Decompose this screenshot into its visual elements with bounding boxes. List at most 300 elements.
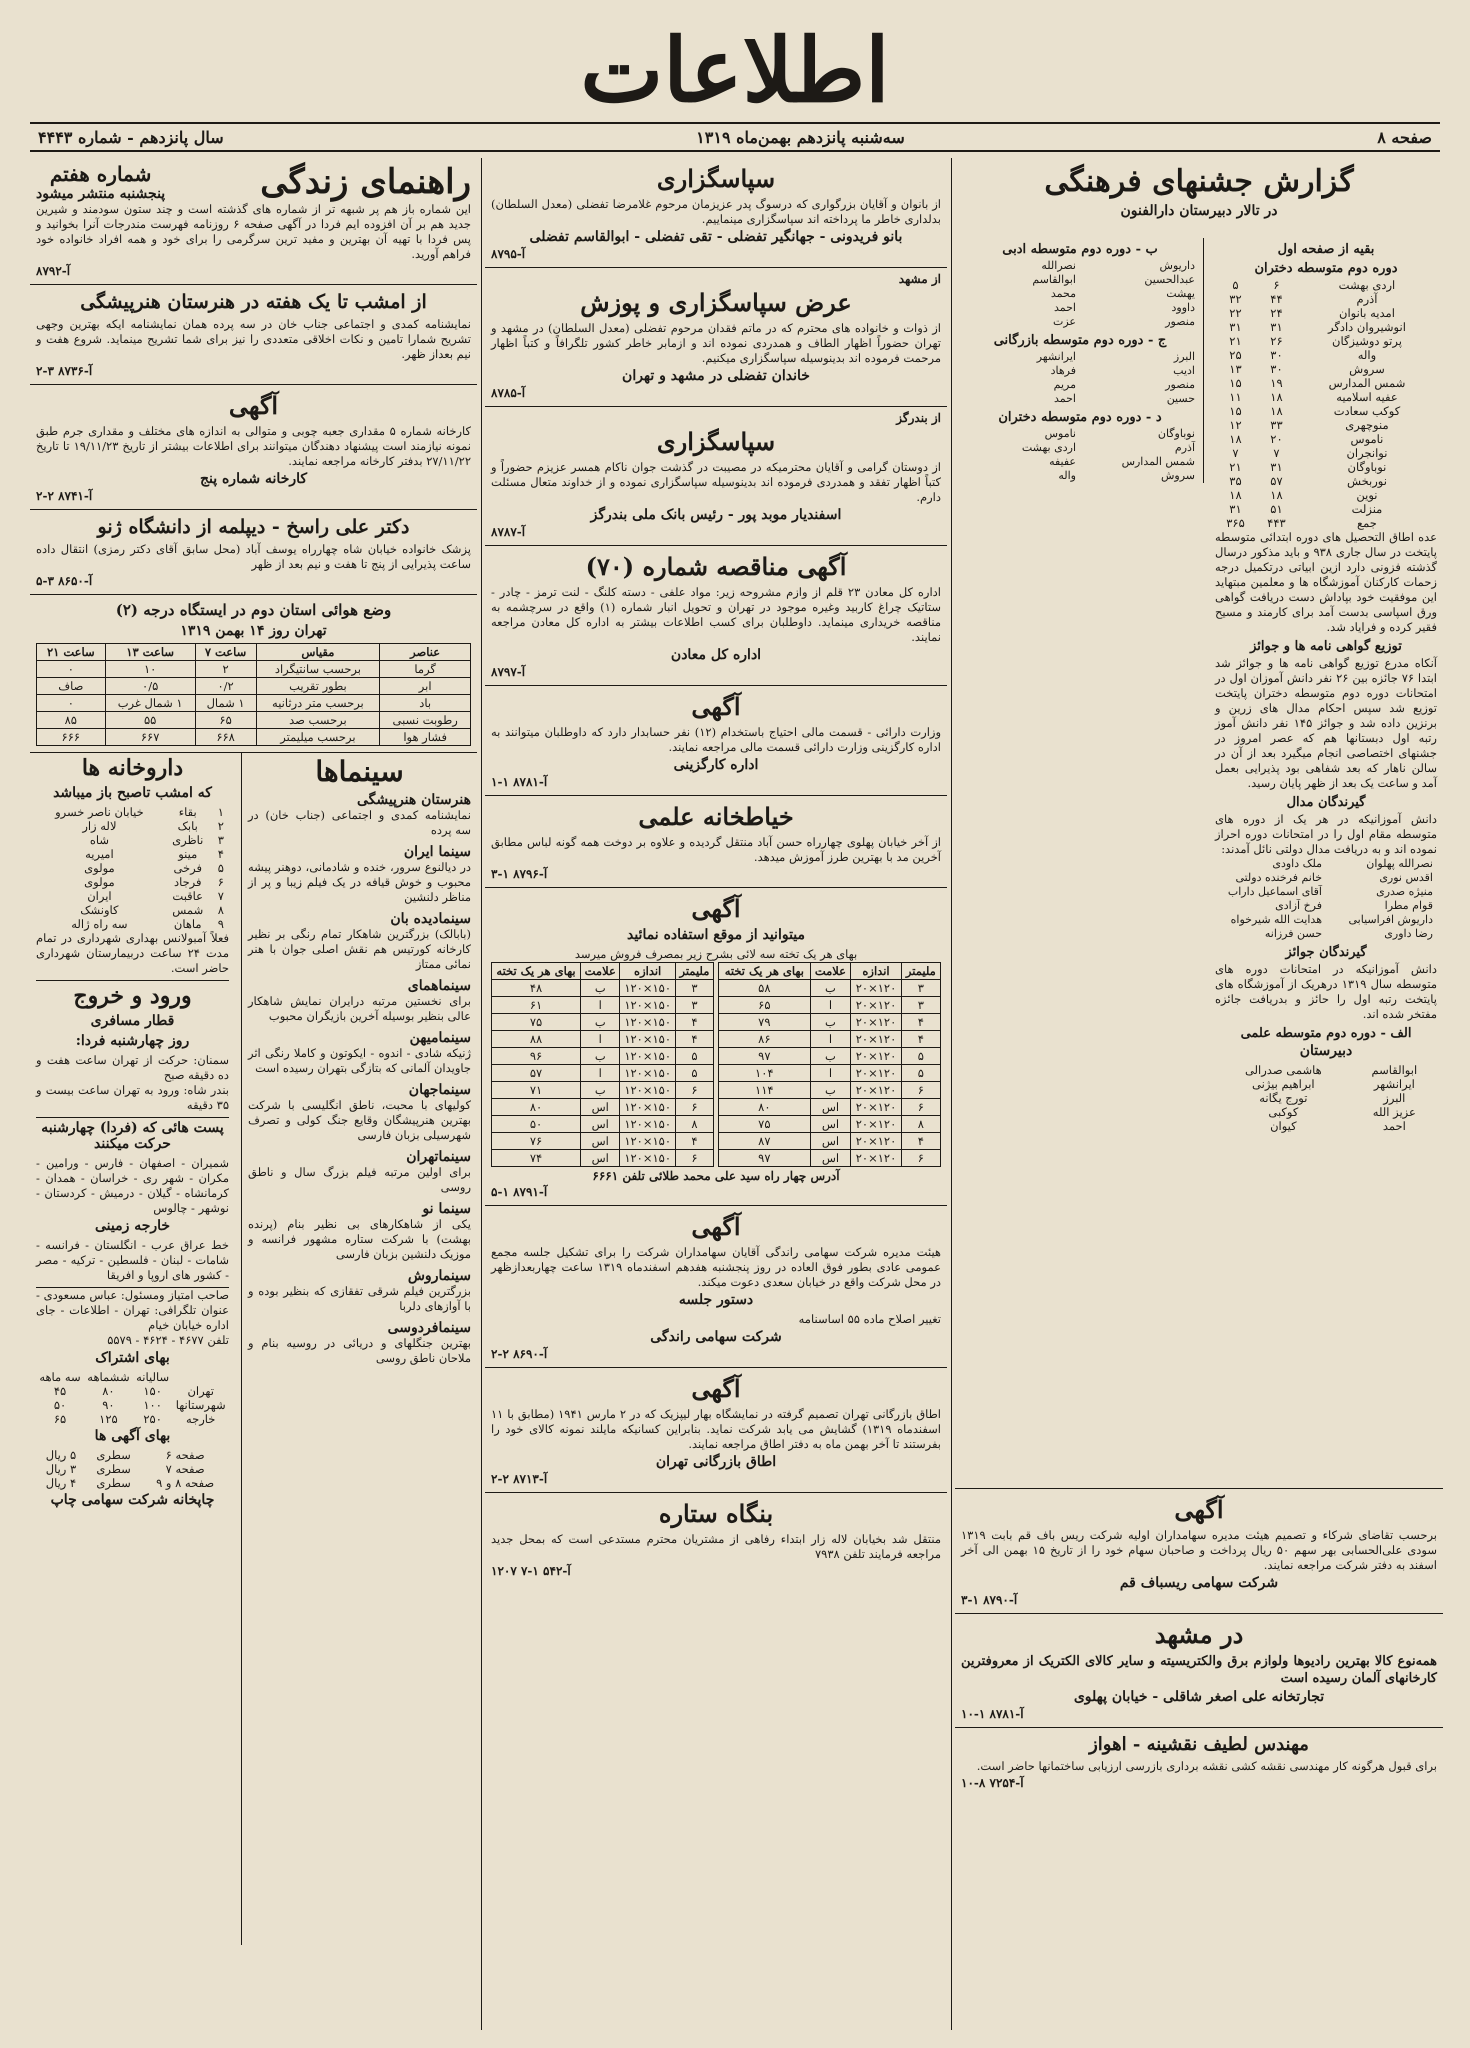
report-names-col bbox=[961, 238, 1204, 483]
thanks-location: از مشهد bbox=[898, 272, 941, 286]
table-cell: ۷ bbox=[1273, 446, 1280, 460]
table-cell: ۱۳ bbox=[1229, 362, 1242, 376]
table-cell: ۱۵۰×۱۲۰ bbox=[620, 980, 675, 997]
table-cell: مولوی bbox=[84, 875, 115, 889]
list-item: واله bbox=[1058, 469, 1076, 482]
cinema-name: سینماهمای bbox=[407, 978, 471, 994]
table-cell: ۷ bbox=[1232, 446, 1239, 460]
table-cell: ۱۲۰×۲۰ bbox=[851, 1150, 902, 1167]
table-cell: ۱۱ bbox=[1229, 390, 1242, 404]
table-cell: ۳۱ bbox=[1229, 320, 1242, 334]
cinema-item bbox=[248, 792, 471, 838]
table-cell: ا bbox=[810, 1065, 851, 1082]
schools-table bbox=[1215, 278, 1437, 530]
table-cell: ۱۵ bbox=[1229, 376, 1242, 390]
engineer-ad bbox=[955, 1728, 1443, 1796]
setareh-text: منتقل شد بخیابان لاله زار ابتداء رفاهی از مشتریان محترم مستدعی است که بمحل جدید مراجعه فرمایند تلفن ۷۹۳۸ bbox=[491, 1532, 941, 1561]
table-cell: ۵ bbox=[675, 1048, 713, 1065]
science-heading: الف - دوره دوم متوسطه علمی bbox=[1240, 1026, 1412, 1041]
table-cell: ب bbox=[810, 1014, 851, 1031]
table-row bbox=[492, 1099, 714, 1116]
table-cell: ۵ bbox=[1232, 278, 1239, 292]
theatre-ad bbox=[30, 285, 477, 385]
table-cell: تورج یگانه bbox=[1259, 1091, 1308, 1105]
cinema-name: سینماتهران bbox=[406, 1149, 471, 1165]
table-cell: ۱۲۰×۲۰ bbox=[851, 980, 902, 997]
ad-signature: اطاق بازرگانی تهران bbox=[655, 1454, 777, 1470]
table-cell: ۶۶۶ bbox=[37, 729, 106, 746]
table-row bbox=[36, 1412, 229, 1426]
table-cell: ۸ bbox=[901, 1116, 940, 1133]
guide-issue: شماره هفتم bbox=[49, 162, 152, 186]
winner-name: داریوش افراسیابی bbox=[1348, 913, 1433, 926]
table-cell: برحسب سانتیگراد bbox=[256, 661, 380, 678]
table-row bbox=[37, 729, 471, 746]
table-cell: ۳۶۵ bbox=[1226, 516, 1245, 530]
table-cell: ۱۲۵ bbox=[99, 1412, 118, 1426]
table-cell: صفحه ۶ bbox=[165, 1448, 205, 1462]
table-row bbox=[1215, 1091, 1437, 1105]
cinemas-heading: سینماها bbox=[315, 755, 404, 788]
table-cell: احمد bbox=[1382, 1119, 1406, 1133]
table-cell: ۵ bbox=[901, 1065, 940, 1082]
table-row bbox=[1215, 1105, 1437, 1119]
pharmacy-heading: داروخانه ها bbox=[81, 755, 184, 781]
winner-name: هدایت الله شیرخواه bbox=[1230, 913, 1322, 926]
randegi-ad bbox=[485, 1206, 947, 1368]
table-cell: ۱۵۰×۱۲۰ bbox=[620, 1048, 675, 1065]
table-row bbox=[1215, 474, 1437, 488]
table-cell: ب bbox=[810, 1082, 851, 1099]
table-cell: ۴ bbox=[901, 1031, 940, 1048]
table-cell: ۱۸ bbox=[1270, 404, 1283, 418]
table-cell: برحسب میلیمتر bbox=[256, 729, 380, 746]
cinema-description: در دیالنوع سرور، خنده و شادمانی، دوهنر پیشه محبوب و خوش قیافه در یک فیلم زیبا و پر از مناظر دلنشین bbox=[248, 860, 471, 904]
table-cell: برحسب صد bbox=[256, 712, 380, 729]
cinema-name: سینما ایران bbox=[403, 844, 471, 860]
table-cell: ۲۴ bbox=[1270, 306, 1283, 320]
travel-lines bbox=[36, 1053, 229, 1113]
cinema-name: سینمادیده بان bbox=[390, 911, 471, 927]
table-row bbox=[37, 695, 471, 712]
table-cell: ۷۵ bbox=[492, 1014, 581, 1031]
tailor-ad bbox=[485, 796, 947, 888]
table-cell: اس bbox=[581, 1116, 620, 1133]
table-cell: ۱۲ bbox=[1229, 418, 1242, 432]
table-cell: ۵ bbox=[675, 1065, 713, 1082]
cinema-item bbox=[248, 1149, 471, 1195]
table-cell: ۱۲۰×۲۰ bbox=[851, 1065, 902, 1082]
table-cell: مولوی bbox=[84, 861, 115, 875]
thanks-location: از بندرگز bbox=[896, 411, 941, 425]
table-cell: بطور تقریب bbox=[256, 678, 380, 695]
winner-name: اقدس نوری bbox=[1379, 871, 1433, 884]
table-row bbox=[1215, 516, 1437, 530]
table-row bbox=[492, 1065, 714, 1082]
table-cell: ۷ bbox=[217, 889, 224, 903]
table-row bbox=[492, 1048, 714, 1065]
table-cell: امدیه بانوان bbox=[1339, 306, 1395, 320]
table-cell: بابک bbox=[177, 819, 198, 833]
table-row bbox=[36, 847, 229, 861]
prizes-heading: گیرندگان جوائز bbox=[1285, 945, 1367, 960]
table-row bbox=[719, 1133, 941, 1150]
table-cell: ۱۰۰ bbox=[143, 1398, 162, 1412]
cinema-name: سینمافردوسی bbox=[387, 1320, 471, 1336]
table-cell: اس bbox=[810, 1099, 851, 1116]
table-cell: نوین bbox=[1356, 488, 1378, 502]
table-cell: ۶ bbox=[1273, 278, 1280, 292]
table-cell: ۱۹ bbox=[1270, 376, 1283, 390]
cinema-list bbox=[248, 792, 471, 1366]
table-cell: ۴۸ bbox=[492, 980, 581, 997]
table-cell: شمس المدارس bbox=[1328, 376, 1406, 390]
subscription-heading: بهای اشتراک bbox=[95, 1350, 170, 1366]
continued-label: بقیه از صفحه اول bbox=[1277, 242, 1375, 257]
table-cell: پرتو دوشیزگان bbox=[1332, 334, 1402, 348]
table-row bbox=[1215, 334, 1437, 348]
table-cell: ماهان bbox=[173, 917, 202, 931]
doctor-text: پزشک خانواده خیابان شاه چهارراه یوسف آباد (محل سابق آقای دکتر رمزی) انتقال داده ساعت پذیرایی از پنج تا هفت و نیم بعد از ظهر bbox=[36, 542, 471, 571]
printer-name: چاپخانه شرکت سهامی چاپ bbox=[50, 1492, 215, 1508]
table-cell: صاف bbox=[37, 678, 106, 695]
thanks-notice-2 bbox=[485, 268, 947, 407]
table-cell: باد bbox=[380, 695, 471, 712]
ad-signature: کارخانه شماره پنج bbox=[199, 471, 308, 487]
right-column bbox=[955, 158, 1443, 2030]
ad-price-table bbox=[36, 1448, 229, 1490]
table-cell: ۵۷ bbox=[1270, 474, 1283, 488]
medals-text: دانش آموزانیکه در هر یک از دوره های متوسطه مقام اول را در امتحانات دوره احراز نموده اند و به دریافت مدال دولتی نائل آمدند: bbox=[1215, 812, 1437, 856]
table-cell: فرجاد bbox=[173, 875, 202, 889]
plywood-ad bbox=[485, 888, 947, 1206]
table-cell: ا bbox=[581, 997, 620, 1014]
table-row bbox=[36, 903, 229, 917]
table-cell: ۱۰ bbox=[105, 661, 195, 678]
table-cell: ۶ bbox=[901, 1099, 940, 1116]
weather-heading: وضع هوائی استان دوم در ایستگاه درجه (۲) bbox=[115, 601, 392, 619]
table-row bbox=[1215, 460, 1437, 474]
theatre-text: نمایشنامه کمدی و اجتماعی جناب خان در سه پرده همان نمایشنامه ایکه بهترین وجهی تشریح شمارا تامین و نکات اخلاقی متعددی را نیز برای شما تشریح مینماید. شروع هفت و نیم بعداز ظهر. bbox=[36, 317, 471, 361]
thanks-signature: بانو فریدونی - جهانگیر تفضلی - تقی تفضلی - ابوالقاسم تفضلی bbox=[529, 229, 903, 245]
table-cell: ۱۵۰×۱۲۰ bbox=[620, 1099, 675, 1116]
table-row bbox=[37, 678, 471, 695]
table-row bbox=[1215, 292, 1437, 306]
table-cell: ۵۰ bbox=[53, 1398, 67, 1412]
table-cell: ۱۲۰×۲۰ bbox=[851, 1082, 902, 1099]
list-item: منصور bbox=[1165, 315, 1195, 328]
table-cell: ۴۴۳ bbox=[1267, 516, 1286, 530]
list-item: ابوالقاسم bbox=[1032, 273, 1076, 286]
cinema-item bbox=[248, 1030, 471, 1076]
table-cell: ۲۵۰ bbox=[143, 1412, 162, 1426]
listings bbox=[30, 753, 477, 1945]
life-guide-ad bbox=[30, 158, 477, 285]
schools-table-title: دوره دوم متوسطه دختران bbox=[1254, 261, 1398, 276]
plywood-table bbox=[491, 962, 714, 1167]
finance-ad bbox=[485, 686, 947, 796]
ad-reference: آ-۸۷۸۱ ۱-۱ bbox=[491, 775, 548, 789]
table-row bbox=[492, 1014, 714, 1031]
issue-date: سه‌شنبه پانزدهم بهمن‌ماه ۱۳۱۹ bbox=[696, 127, 905, 147]
cinema-name: سینماروش bbox=[407, 1268, 471, 1284]
table-cell bbox=[172, 1370, 229, 1384]
table-cell: ۶ bbox=[675, 1150, 713, 1167]
pharmacy-note: فعلاً آمبولانس بهداری شهرداری در تمام مدت ۲۴ ساعت دربیمارستان شهرداری حاضر است. bbox=[36, 931, 229, 975]
table-cell: ۵۰ bbox=[492, 1116, 581, 1133]
winner-name: رضا داوری bbox=[1384, 927, 1433, 940]
table-row bbox=[36, 861, 229, 875]
travel-day: روز چهارشنبه فردا: bbox=[75, 1033, 190, 1049]
table-row bbox=[36, 1476, 229, 1490]
table-cell: فرخی bbox=[173, 861, 203, 875]
table-cell: ۱۵۰×۱۲۰ bbox=[620, 1150, 675, 1167]
table-cell: ۶ bbox=[901, 1082, 940, 1099]
cinema-description: برای نخستین مرتبه درایران نمایش شاهکار عالی بنظیر بوسیله آخرین بازیگران محبوب bbox=[248, 994, 471, 1023]
table-cell: ۹۷ bbox=[719, 1048, 811, 1065]
section-heading: د - دوره دوم متوسطه دختران bbox=[998, 410, 1162, 425]
factory-ad bbox=[30, 385, 477, 510]
table-cell: امیریه bbox=[85, 847, 114, 861]
table-cell: ۱۵۰×۱۲۰ bbox=[620, 1014, 675, 1031]
ad-text: هیئت مدیره شرکت سهامی راندگی آقایان سهامداران شرکت را برای تشکیل جلسه مجمع عمومی عادی بطور فوق العاده در روز پنجشنبه هفدهم اسفندماه ۱۳۱۹ ساعت چهاربعدازظهر در محل شرکت واقع در خیابان سعدی دعوت میکند. bbox=[491, 1245, 942, 1289]
column-header: علامت bbox=[581, 963, 620, 980]
mashhad-heading: در مشهد bbox=[1154, 1620, 1244, 1649]
table-cell: ۴ bbox=[675, 1014, 713, 1031]
winner-name: حسن فرزانه bbox=[1264, 927, 1322, 940]
report-title: گزارش جشنهای فرهنگی bbox=[1044, 164, 1354, 199]
setareh-ad bbox=[485, 1493, 947, 1584]
table-cell: ۴ bbox=[217, 847, 224, 861]
thanks-text: از بانوان و آقایان بزرگواری که درسوگ پدر عزیزمان مرحوم غلامرضا تفضلی (معدل السلطان) بدلداری خاطر ما پرداخته اند سپاسگزاری مینماییم. bbox=[491, 197, 941, 226]
table-cell: ۳۵ bbox=[1229, 474, 1242, 488]
winner-name: خانم فرخنده دولتی bbox=[1235, 871, 1322, 884]
certificates-heading: توزیع گواهی نامه ها و جوائز bbox=[1250, 639, 1402, 654]
list-item: داریوش bbox=[1159, 259, 1195, 272]
table-cell: سه راه ژاله bbox=[71, 917, 128, 931]
cinema-item bbox=[248, 1082, 471, 1143]
doctor-reference: آ-۸۶۵۰ ۳-۵ bbox=[36, 574, 93, 588]
table-row bbox=[1215, 376, 1437, 390]
table-row bbox=[1215, 432, 1437, 446]
middle-column bbox=[485, 158, 947, 2030]
table-cell: خیابان ناصر خسرو bbox=[55, 805, 144, 819]
thanks-notice-1 bbox=[485, 158, 947, 268]
table-row bbox=[492, 997, 714, 1014]
ad-note: بهای هر یک تخته سه لائی بشرح زیر بمصرف فروش میرسد bbox=[574, 947, 858, 961]
ad-signature: شرکت سهامی راندگی bbox=[650, 1329, 782, 1345]
table-cell: اردی بهشت bbox=[1338, 278, 1396, 292]
table-cell: ۱۸ bbox=[1229, 488, 1242, 502]
list-item: احمد bbox=[1054, 301, 1076, 314]
name-list bbox=[961, 259, 1199, 329]
table-cell: ۴۴ bbox=[1270, 292, 1283, 306]
report-subtitle: در تالار دبیرستان دارالفنون bbox=[1120, 203, 1278, 219]
table-cell: برحسب متر درثانیه bbox=[256, 695, 380, 712]
medals-heading: گیرندگان مدال bbox=[1286, 795, 1366, 810]
cinema-description: برای اولین مرتبه فیلم بزرگ سال و ناطق روسی bbox=[248, 1165, 471, 1194]
table-cell: خارجه bbox=[185, 1412, 216, 1426]
thanks-notice-3 bbox=[485, 407, 947, 546]
table-row bbox=[36, 1398, 229, 1412]
table-row bbox=[719, 1014, 941, 1031]
table-cell: ۱۲۰×۲۰ bbox=[851, 1048, 902, 1065]
thanks-heading: سپاسگزاری bbox=[656, 164, 776, 193]
winner-name: فرخ آزادی bbox=[1275, 899, 1322, 912]
table-cell: ۸ bbox=[217, 903, 224, 917]
cinema-name: سینمامیهن bbox=[409, 1030, 471, 1046]
table-cell: ۲۶ bbox=[1270, 334, 1283, 348]
column-header: عناصر bbox=[380, 644, 471, 661]
ad-reference: آ-۸۷۹۱ ۱-۵ bbox=[491, 1185, 548, 1199]
table-cell: ب bbox=[581, 1014, 620, 1031]
table-cell: بقاء bbox=[178, 805, 197, 819]
list-item: یهشت bbox=[1166, 287, 1195, 300]
table-cell: ایرانشهر bbox=[1373, 1077, 1415, 1091]
table-cell: مینو bbox=[178, 847, 198, 861]
table-cell: ۸۰ bbox=[492, 1099, 581, 1116]
table-cell: ۲۲ bbox=[1229, 306, 1242, 320]
table-row bbox=[492, 980, 714, 997]
weather-report bbox=[30, 595, 477, 753]
name-list bbox=[961, 427, 1199, 483]
table-cell: ۱۵۰×۱۲۰ bbox=[620, 997, 675, 1014]
tailor-text: از آخر خیابان پهلوی چهارراه حسن آباد منتقل گردیده و علاوه بر دوخت همه گونه لباس مطابق آخرین مد با بهترین طرز آموزش میدهد. bbox=[491, 835, 941, 864]
table-row bbox=[719, 1048, 941, 1065]
table-cell: ۶۶۷ bbox=[105, 729, 195, 746]
list-item: ادیب bbox=[1173, 364, 1195, 377]
table-cell: ۱۲۰×۲۰ bbox=[851, 997, 902, 1014]
ad-heading: آگهی bbox=[691, 692, 741, 721]
thanks-text: از ذوات و خانواده های محترم که در ماتم فقدان مرحوم تفضلی (معدل السلطان) در مشهد و تهران حضوراً اظهار الطاف و همدردی نموده اند و ازمابر خاطر کشور تلگرافاً و کتباً اظهار مرحمت فرموده اند بدینوسیله سپاسگزاری میکنیم. bbox=[491, 321, 941, 365]
guide-text: این شماره باز هم پر شبهه تر از شماره های گذشته است و چند ستون سودمند و شیرین جدید هم بر آن افزوده ایم فردا در آگهی صفحه ۶ روزنامه فهرست مندرجات آنرا بخوانید و پس فردا با تهیه آن بهترین و مفید ترین سرگرمی را برای خود و همه افراد خانواده خود فراهم آورید. bbox=[36, 202, 471, 261]
engineer-text: برای قبول هرگونه کار مهندسی نقشه کشی نقشه برداری بازرسی ارزیابی ساختمانها حاضر است. bbox=[976, 1759, 1437, 1773]
table-cell: ۵۷ bbox=[492, 1065, 581, 1082]
issue-number: سال پانزدهم - شماره ۴۴۴۳ bbox=[38, 127, 224, 147]
table-cell: ۷۶ bbox=[492, 1133, 581, 1150]
section-heading: ب - دوره دوم متوسطه ادبی bbox=[1002, 242, 1158, 257]
ad-signature: اداره کارگزینی bbox=[673, 757, 759, 773]
table-cell: سطری bbox=[96, 1462, 131, 1476]
ad-heading: آگهی bbox=[228, 391, 279, 420]
certificates-text: آنکاه مدرع توزیع گواهی نامه ها و جوائز شد ابتدا ۷۶ جائزه بین ۲۶ نفر دانش آموزان اول در امتحانات دوره دوم متوسطه دختران پایتخت توزیع شد سپس احکام مدال های زرین و برنزین داده شد و جوائز ۱۴۵ نفر دانش آموز رتبه اول دبستانها هم که عصر امروز در جشنهای اختصاصی انجام میگیرد بعد از آن در سالن ناهار که بعد شفاهی بود پذیرایی بعمل آمد و ساعت یک بعد از ظهر پایان رسید. bbox=[1215, 656, 1438, 790]
table-cell: ۷۴ bbox=[492, 1150, 581, 1167]
table-cell: ۱۲۰×۲۰ bbox=[851, 1099, 902, 1116]
guide-reference: آ-۸۷۹۲ bbox=[36, 264, 71, 278]
cinema-description: (بابالک) بزرگترین شاهکار تمام رنگی بر نظیر کارخانه کورتیس هم نقش اصلی جوان با هنر نمائی ممتاز bbox=[248, 927, 471, 971]
list-item: احمد bbox=[1054, 392, 1076, 405]
plywood-tables bbox=[491, 962, 941, 1167]
table-row bbox=[1215, 446, 1437, 460]
table-row bbox=[37, 661, 471, 678]
table-cell: ۹۶ bbox=[492, 1048, 581, 1065]
column-header: اندازه bbox=[620, 963, 675, 980]
table-cell: ۸۰ bbox=[719, 1099, 811, 1116]
table-cell: ۹۰ bbox=[102, 1398, 115, 1412]
cinemas-section bbox=[241, 753, 477, 1945]
table-cell: ۶۵ bbox=[719, 997, 811, 1014]
table-cell: ۰ bbox=[37, 695, 106, 712]
table-cell: ا bbox=[581, 1065, 620, 1082]
table-cell: ۱۵۰ bbox=[143, 1384, 162, 1398]
table-cell: ۱۲۰×۲۰ bbox=[851, 1031, 902, 1048]
table-cell: ۲۵ bbox=[1229, 348, 1242, 362]
column-header: مقیاس bbox=[256, 644, 380, 661]
column-rule bbox=[951, 158, 952, 2030]
table-cell: اس bbox=[581, 1150, 620, 1167]
cinema-item bbox=[248, 1201, 471, 1262]
table-cell: ۱۲۰×۲۰ bbox=[851, 1133, 902, 1150]
table-row bbox=[719, 997, 941, 1014]
travel-line: بندر شاه: ورود به تهران ساعت بیست و ۳۵ دقیقه bbox=[36, 1083, 229, 1112]
table-cell: ۱۲۰×۲۰ bbox=[851, 1116, 902, 1133]
cinema-description: بهترین جنگلهای و دریائی در روسیه بنام و ملاحان ناطق روسی bbox=[248, 1336, 471, 1365]
ad-text: اطاق بازرگانی تهران تصمیم گرفته در نمایشگاه بهار لیپزیک که در ۲ مارس ۱۹۴۱ (مطابق با ۱۱ اسفندماه ۱۳۱۹) گشایش می یابد شرکت نماید. بنابراین کسانیکه مایلند نمونه کالای خود را بفرستند تا آخر بهمن ماه به دفتر اطاق مراجعه نمایند. bbox=[491, 1407, 941, 1451]
cinema-item bbox=[248, 911, 471, 972]
ad-reference: آ-۸۶۹۰ ۲-۲ bbox=[491, 1347, 548, 1361]
table-row bbox=[36, 819, 229, 833]
ad-heading: آگهی bbox=[691, 1212, 741, 1241]
column-header: ملیمتر bbox=[675, 963, 713, 980]
list-item: حسین bbox=[1166, 392, 1195, 405]
table-cell: ابر bbox=[380, 678, 471, 695]
setareh-reference: آ-۵۴۲ ۱-۷ ۱۲۰۷ bbox=[491, 1564, 571, 1578]
table-cell: ۰/۵ bbox=[105, 678, 195, 695]
table-row bbox=[1215, 362, 1437, 376]
column-header: ساعت ۷ bbox=[195, 644, 256, 661]
table-cell: ۶۵ bbox=[53, 1412, 67, 1426]
tailor-heading: خیاطخانه علمی bbox=[638, 802, 794, 831]
table-cell: ابراهیم بیژنی bbox=[1252, 1077, 1315, 1091]
thanks-text: از دوستان گرامی و آقایان محترمیکه در مصیبت در گذشت جوان ناکام همسر عزیزم حضوراً و کتباً اظهار تفقد و همدردی فرموده اند بدینوسیله سپاسگزاری نموده و از خداوند متعال مسئلت دارم. bbox=[491, 460, 941, 504]
table-row bbox=[719, 980, 941, 997]
table-cell: صفحه ۸ و ۹ bbox=[156, 1476, 215, 1490]
table-cell: ۴ bbox=[675, 1031, 713, 1048]
chamber-ad bbox=[485, 1368, 947, 1493]
guide-header bbox=[36, 162, 471, 202]
table-cell: کوکبی bbox=[1268, 1105, 1299, 1119]
ad-reference: آ-۸۷۹۰ ۱-۳ bbox=[961, 1593, 1018, 1607]
table-row bbox=[1215, 320, 1437, 334]
ad-text: وزارت دارائی - قسمت مالی احتیاج باستخدام (۱۲) نفر حسابدار دارد که داوطلبان میتوانند به اداره کارگزینی وزارت دارائی قسمت مالی مراجعه نمایند. bbox=[491, 725, 941, 754]
cinema-description: یکی از شاهکارهای بی نظیر بنام (پرنده بهشت) با شرکت ستاره مشهور فرانسه و موزیک دلنشین بزبان فارسی bbox=[248, 1217, 471, 1261]
table-cell: ۲۱ bbox=[1229, 460, 1242, 474]
table-cell: ششماهه bbox=[87, 1370, 130, 1384]
table-cell: ۸۶ bbox=[719, 1031, 811, 1048]
weather-table bbox=[36, 643, 471, 746]
thanks-reference: آ-۸۷۸۵ bbox=[491, 386, 526, 400]
table-cell: منزلت bbox=[1351, 502, 1383, 516]
table-cell: تهران bbox=[187, 1384, 214, 1398]
table-cell: منوچهری bbox=[1345, 418, 1389, 432]
mashhad-signature: تجارتخانه علی اصغر شاقلی - خیابان پهلوی bbox=[1073, 1689, 1325, 1705]
table-cell: سروش bbox=[1349, 362, 1385, 376]
ad-heading: آگهی bbox=[1174, 1495, 1224, 1524]
table-cell: ۴ bbox=[901, 1133, 940, 1150]
table-cell: اس bbox=[810, 1116, 851, 1133]
list-item: داوود bbox=[1171, 301, 1195, 314]
cinema-description: نمایشنامه کمدی و اجتماعی (جناب خان) در سه پرده bbox=[248, 808, 471, 837]
table-cell: کاونشک bbox=[80, 903, 119, 917]
column-header: اندازه bbox=[851, 963, 902, 980]
table-row bbox=[1215, 390, 1437, 404]
table-cell: فشار هوا bbox=[380, 729, 471, 746]
table-cell: ۳ bbox=[217, 833, 224, 847]
table-cell: ۳۰ bbox=[1270, 362, 1283, 376]
cinema-description: بزرگترین فیلم شرقی تفقازی که بنظیر بوده و با آوازهای دلربا bbox=[248, 1284, 471, 1313]
table-row bbox=[1215, 1063, 1437, 1077]
abroad-text: خط عراق عرب - انگلستان - فرانسه - شامات - لبنان - فلسطین - ترکیه - مصر - کشور های اروپا و افریقا bbox=[36, 1238, 229, 1282]
